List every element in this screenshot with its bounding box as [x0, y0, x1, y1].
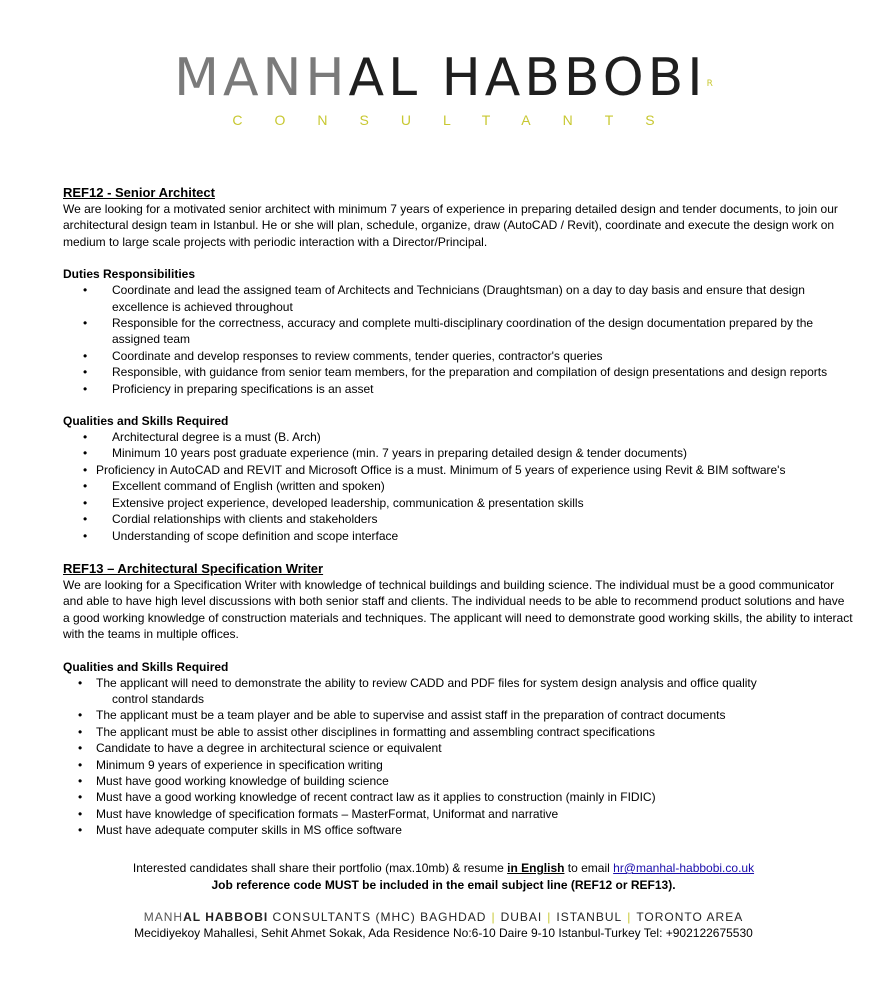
apply-language: in English — [507, 861, 565, 875]
list-item: • Coordinate and develop responses to review comments, tender queries, contractor's queries — [63, 348, 853, 364]
separator: | — [491, 910, 496, 924]
apply-text: Interested candidates shall share their portfolio (max.10mb) & resume — [132, 861, 508, 875]
apply-instructions — [0, 860, 887, 876]
list-item: • Proficiency in preparing specifications is an asset — [63, 381, 853, 397]
list-item: • Must have good working knowledge of building science — [63, 773, 853, 789]
separator: | — [627, 910, 632, 924]
logo-wordmark — [0, 48, 887, 108]
ref12-qualities-list — [63, 429, 853, 544]
ref13-qualities-title: Qualities and Skills Required — [63, 659, 229, 674]
company-name-light: MANH — [143, 910, 184, 924]
list-item: • Excellent command of English (written and spoken) — [63, 478, 853, 494]
logo-name-dark: AL HABBOBI — [348, 48, 707, 108]
list-item: • The applicant must be able to assist other disciplines in formatting and assembling contract specifications — [63, 724, 853, 740]
company-name-dark: AL HABBOBI — [183, 910, 269, 924]
list-item: • Responsible for the correctness, accuracy and complete multi-disciplinary coordination of the design documentation prepared by the assigned team — [63, 315, 853, 348]
list-item: • Extensive project experience, developed leadership, communication & presentation skills — [63, 495, 853, 511]
ref12-duties-title: Duties Responsibilities — [63, 267, 196, 282]
list-item-line: The applicant will need to demonstrate the ability to review CADD and PDF files for system design analysis and office quality — [96, 675, 757, 690]
list-item: • Must have a good working knowledge of recent contract law as it applies to construction (mainly in FIDIC) — [63, 789, 853, 805]
list-item: • Architectural degree is a must (B. Arch) — [63, 429, 853, 445]
list-item: • Responsible, with guidance from senior team members, for the preparation and compilation of design presentations and design reports — [63, 364, 853, 380]
registered-mark: R — [706, 79, 713, 89]
logo-tagline: CONSULTANTS — [232, 112, 687, 128]
logo-name-light: MANH — [174, 48, 349, 108]
office-dubai: DUBAI — [500, 910, 543, 924]
job-posting-body — [63, 184, 853, 839]
ref13-qualities-list — [63, 675, 853, 839]
list-item: • The applicant must be a team player and be able to supervise and assist staff in the preparation of contract documents — [63, 707, 853, 723]
company-offices — [0, 909, 887, 925]
list-item: • Proficiency in AutoCAD and REVIT and Microsoft Office is a must. Minimum of 5 years of experience using Revit & BIM software's — [63, 462, 853, 478]
office-toronto: TORONTO AREA — [636, 910, 744, 924]
company-name-rest: CONSULTANTS (MHC) — [268, 910, 421, 924]
company-logo — [0, 48, 887, 130]
list-item: • Minimum 10 years post graduate experience (min. 7 years in preparing detailed design & tender documents) — [63, 445, 853, 461]
ref12-qualities-title: Qualities and Skills Required — [63, 414, 229, 429]
ref12-duties-list — [63, 282, 853, 397]
separator: | — [547, 910, 552, 924]
ref12-title: REF12 - Senior Architect — [63, 185, 215, 200]
list-item — [63, 675, 853, 708]
apply-text-mid: to email — [564, 861, 614, 875]
email-link[interactable]: hr@manhal-habbobi.co.uk — [613, 861, 755, 875]
office-baghdad: BAGHDAD — [420, 910, 487, 924]
list-item: • Minimum 9 years of experience in specification writing — [63, 757, 853, 773]
office-istanbul: ISTANBUL — [556, 910, 623, 924]
list-item: • Coordinate and lead the assigned team of Architects and Technicians (Draughtsman) on a day to day basis and ensure that design excellence is achieved throughout — [63, 282, 853, 315]
company-address: Mecidiyekoy Mahallesi, Sehit Ahmet Sokak, Ada Residence No:6-10 Daire 9-10 Istanbul-Turkey Tel: +902122675530 — [134, 926, 753, 940]
ref13-section — [63, 560, 853, 839]
list-item: • Understanding of scope definition and scope interface — [63, 528, 853, 544]
reference-note: Job reference code MUST be included in the email subject line (REF12 or REF13). — [211, 878, 676, 892]
list-item: • Must have adequate computer skills in MS office software — [63, 822, 853, 838]
ref13-title: REF13 – Architectural Specification Writer — [63, 560, 324, 576]
list-item: • Must have knowledge of specification formats – MasterFormat, Uniformat and narrative — [63, 806, 853, 822]
ref13-intro: We are looking for a Specification Writer with knowledge of technical buildings and building science. The individual must be a good communicator and able to have high level discussions with both senior staff and clients. The individual needs to be able to recommend product solutions and have a good working knowledge of construction materials and techniques. The applicant will need to demonstrate good working skills, the ability to interact with the teams in multiple offices. — [63, 577, 853, 642]
ref12-intro: We are looking for a motivated senior architect with minimum 7 years of experience in preparing detailed design and tender documents, to join our architectural design team in Istanbul. He or she will plan, schedule, organize, draw (AutoCAD / Revit), coordinate and execute the design work on medium to large scale projects with periodic interaction with a Director/Principal. — [63, 202, 838, 249]
ref12-section — [63, 184, 853, 544]
list-item: • Candidate to have a degree in architectural science or equivalent — [63, 740, 853, 756]
list-item-line: control standards — [112, 691, 205, 706]
list-item: • Cordial relationships with clients and stakeholders — [63, 511, 853, 527]
